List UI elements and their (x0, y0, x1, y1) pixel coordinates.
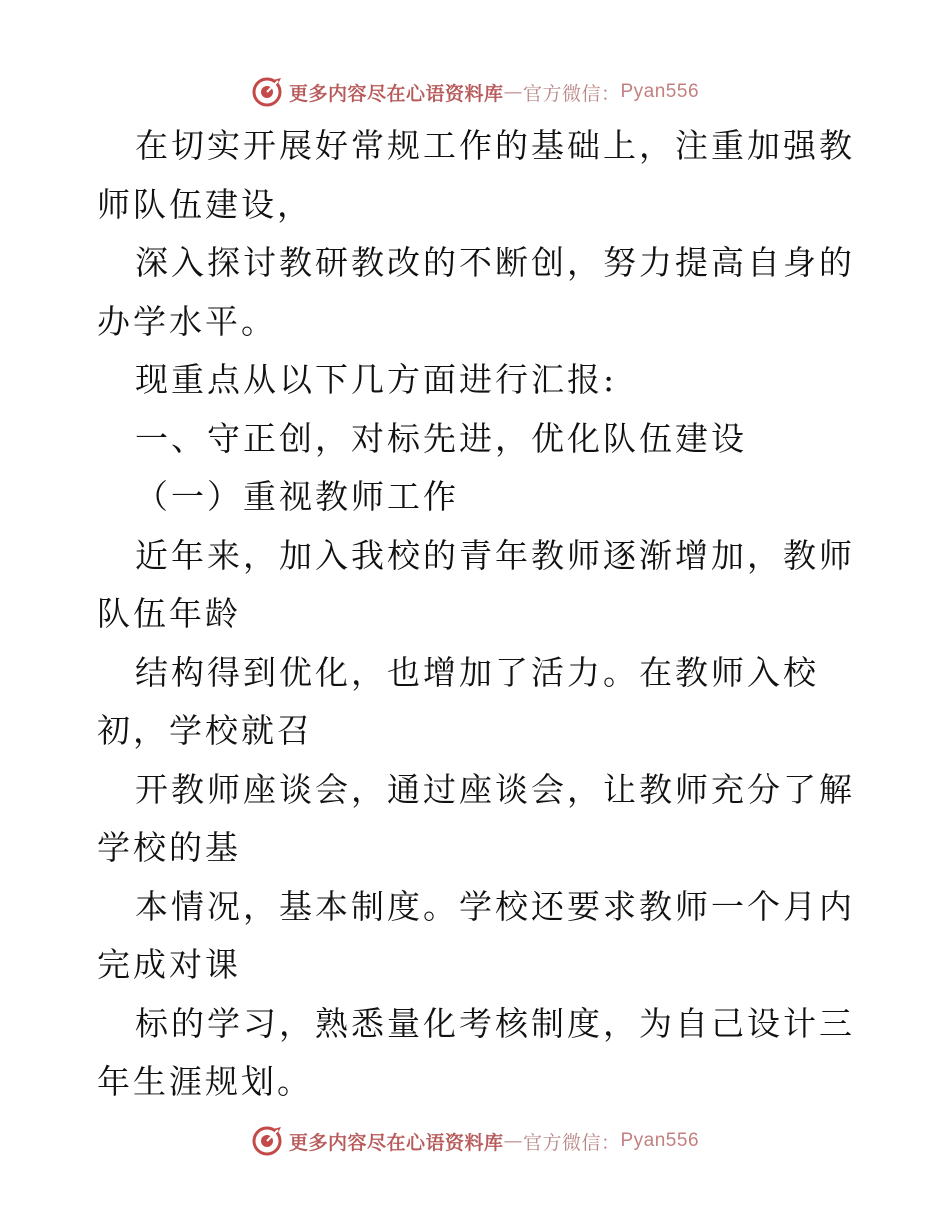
paragraph: 本情况，基本制度。学校还要求教师一个月内完成对课 (97, 886, 855, 984)
paragraph: 开教师座谈会，通过座谈会，让教师充分了解学校的基 (97, 769, 855, 867)
watermark-wechat-id: Pyan556 (620, 81, 700, 102)
paragraph: 结构得到优化，也增加了活力。在教师入校初，学校就召 (97, 652, 819, 750)
watermark-sub-text: 官方微信： (522, 1131, 621, 1154)
paragraph: 现重点从以下几方面进行汇报: (135, 360, 618, 399)
header-watermark (0, 72, 950, 112)
paragraph: 在切实开展好常规工作的基础上，注重加强教师队伍建设， (97, 126, 855, 224)
paragraph: 标的学习，熟悉量化考核制度，为自己设计三年生涯规划。 (97, 1003, 855, 1101)
paragraph: 近年来，加入我校的青年教师逐渐增加，教师队伍年龄 (97, 535, 855, 633)
watermark-wechat-id: Pyan556 (620, 1130, 700, 1151)
subsection-heading: （一）重视教师工作 (135, 477, 459, 516)
watermark-dash: — (503, 81, 523, 103)
section-heading: 一、守正创，对标先进，优化队伍建设 (135, 418, 747, 458)
brand-logo-icon (251, 76, 283, 108)
document-body (97, 117, 857, 1112)
watermark-main-text: 更多内容尽在心语资料库 (288, 1131, 504, 1154)
footer-watermark (0, 1121, 950, 1161)
watermark-dash: — (503, 1130, 523, 1152)
watermark-main-text: 更多内容尽在心语资料库 (288, 82, 504, 105)
watermark-sub-text: 官方微信： (522, 82, 621, 105)
paragraph: 深入探讨教研教改的不断创，努力提高自身的办学水平。 (97, 243, 855, 341)
brand-logo-icon (251, 1125, 283, 1157)
